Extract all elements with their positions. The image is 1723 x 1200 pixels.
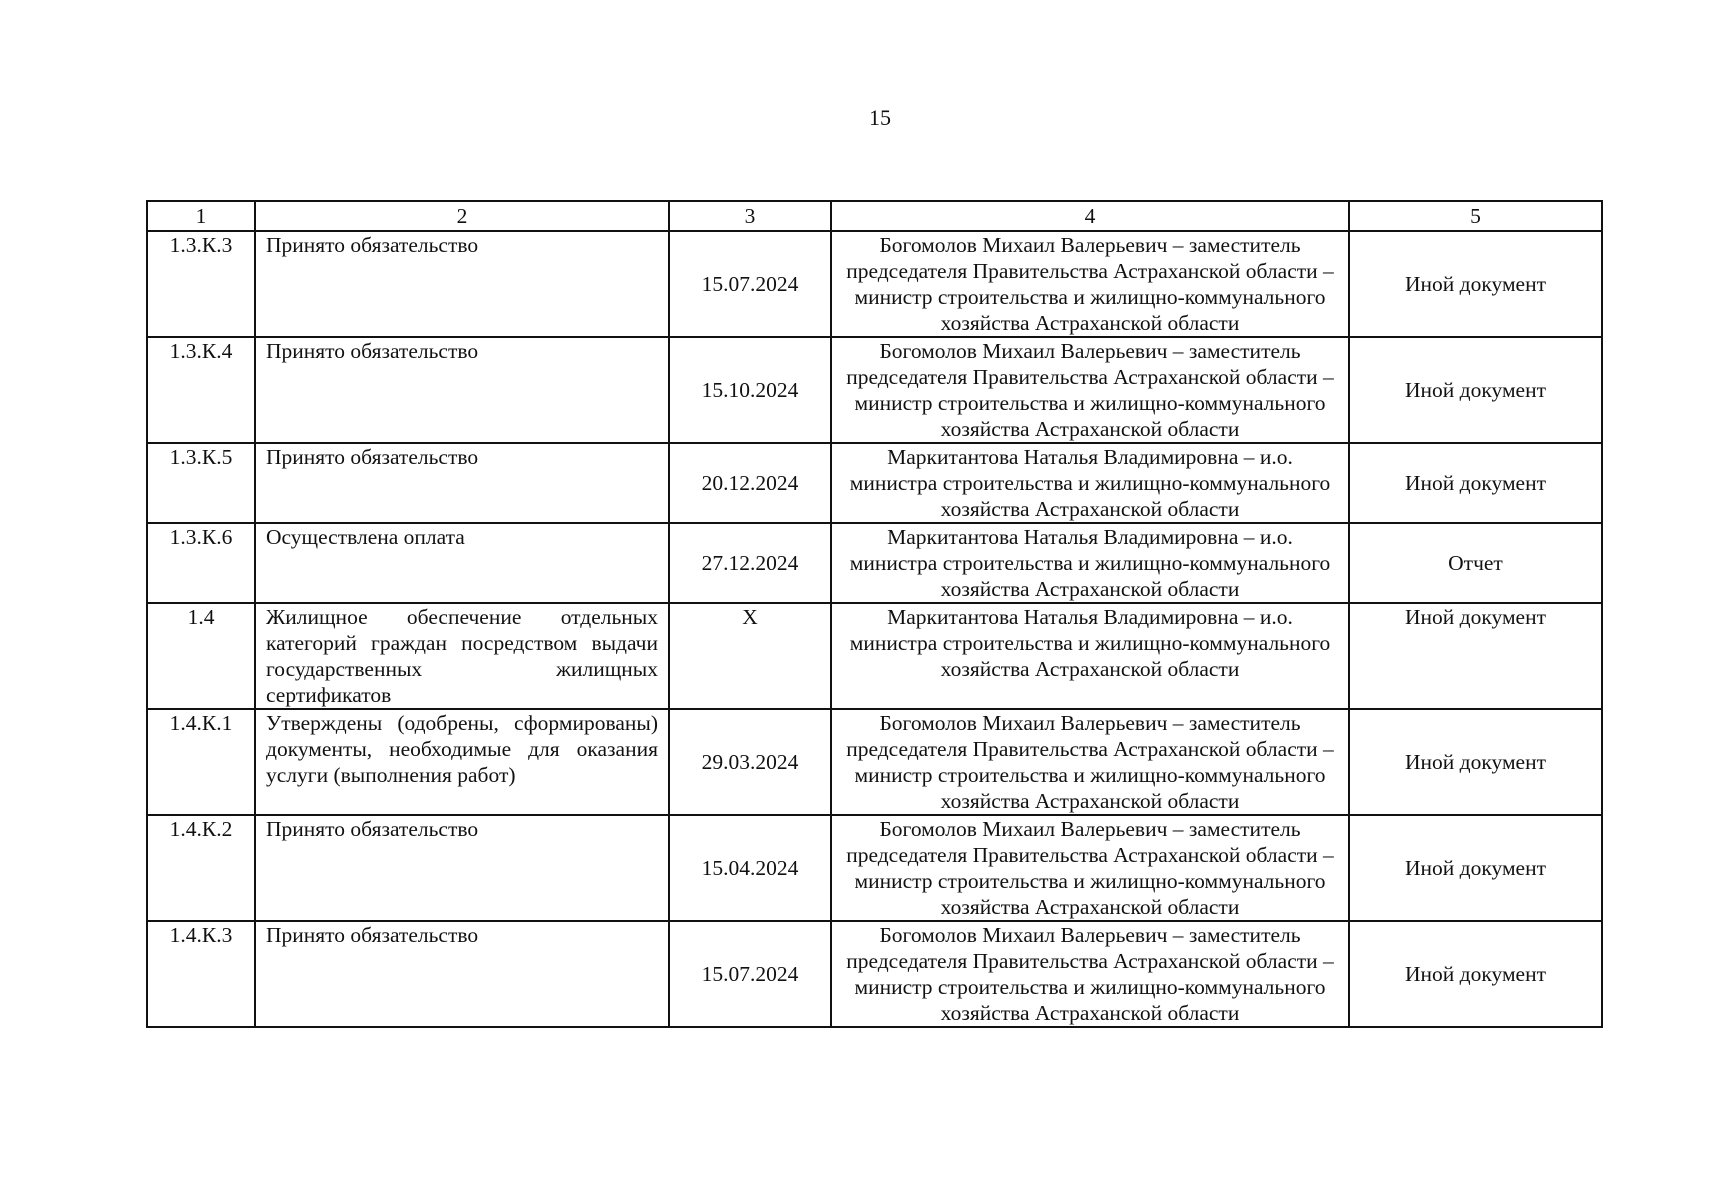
table-row [147,815,1602,921]
row-number: 1.4.К.2 [147,815,255,921]
table-row [147,337,1602,443]
row-number: 1.3.К.6 [147,523,255,603]
row-document-type: Отчет [1349,523,1602,603]
row-document-type: Иной документ [1349,337,1602,443]
table-row [147,709,1602,815]
row-number: 1.4 [147,603,255,709]
row-title: Жилищное обеспечение отдельных категорий граждан посредством выдачи государственных жилищных сертификатов [255,603,669,709]
table-row [147,231,1602,337]
row-title: Принято обязательство [255,443,669,523]
row-document-type: Иной документ [1349,815,1602,921]
table-row [147,921,1602,1027]
row-title: Осуществлена оплата [255,523,669,603]
table-row [147,603,1602,709]
row-number: 1.4.К.3 [147,921,255,1027]
row-responsible: Богомолов Михаил Валерьевич – заместитель председателя Правительства Астраханской области – министр строительства и жилищно-коммунального хозяйства Астраханской области [831,815,1349,921]
table-row [147,443,1602,523]
row-document-type: Иной документ [1349,231,1602,337]
row-date: 15.07.2024 [669,921,831,1027]
row-responsible: Маркитантова Наталья Владимировна – и.о. министра строительства и жилищно-коммунального хозяйства Астраханской области [831,603,1349,709]
column-header-3: 3 [669,201,831,231]
row-date: 15.07.2024 [669,231,831,337]
row-title: Принято обязательство [255,337,669,443]
row-date: 20.12.2024 [669,443,831,523]
column-header-5: 5 [1349,201,1602,231]
row-number: 1.3.К.4 [147,337,255,443]
row-title: Утверждены (одобрены, сформированы) документы, необходимые для оказания услуги (выполнения работ) [255,709,669,815]
row-document-type: Иной документ [1349,921,1602,1027]
row-date: 15.10.2024 [669,337,831,443]
plan-table [146,200,1603,1028]
row-document-type: Иной документ [1349,709,1602,815]
row-responsible: Богомолов Михаил Валерьевич – заместитель председателя Правительства Астраханской области – министр строительства и жилищно-коммунального хозяйства Астраханской области [831,231,1349,337]
row-date: 29.03.2024 [669,709,831,815]
row-title: Принято обязательство [255,231,669,337]
row-date: 27.12.2024 [669,523,831,603]
table-row [147,523,1602,603]
row-date: 15.04.2024 [669,815,831,921]
row-number: 1.3.К.5 [147,443,255,523]
row-title: Принято обязательство [255,815,669,921]
column-header-1: 1 [147,201,255,231]
page-number: 15 [869,105,891,130]
column-header-2: 2 [255,201,669,231]
row-date: Х [669,603,831,709]
row-responsible: Маркитантова Наталья Владимировна – и.о. министра строительства и жилищно-коммунального хозяйства Астраханской области [831,443,1349,523]
row-number: 1.3.К.3 [147,231,255,337]
column-header-4: 4 [831,201,1349,231]
row-document-type: Иной документ [1349,603,1602,709]
row-title: Принято обязательство [255,921,669,1027]
row-responsible: Богомолов Михаил Валерьевич – заместитель председателя Правительства Астраханской области – министр строительства и жилищно-коммунального хозяйства Астраханской области [831,709,1349,815]
row-responsible: Маркитантова Наталья Владимировна – и.о. министра строительства и жилищно-коммунального хозяйства Астраханской области [831,523,1349,603]
row-responsible: Богомолов Михаил Валерьевич – заместитель председателя Правительства Астраханской области – министр строительства и жилищно-коммунального хозяйства Астраханской области [831,921,1349,1027]
row-responsible: Богомолов Михаил Валерьевич – заместитель председателя Правительства Астраханской области – министр строительства и жилищно-коммунального хозяйства Астраханской области [831,337,1349,443]
row-document-type: Иной документ [1349,443,1602,523]
table-header-row [147,201,1602,231]
row-number: 1.4.К.1 [147,709,255,815]
